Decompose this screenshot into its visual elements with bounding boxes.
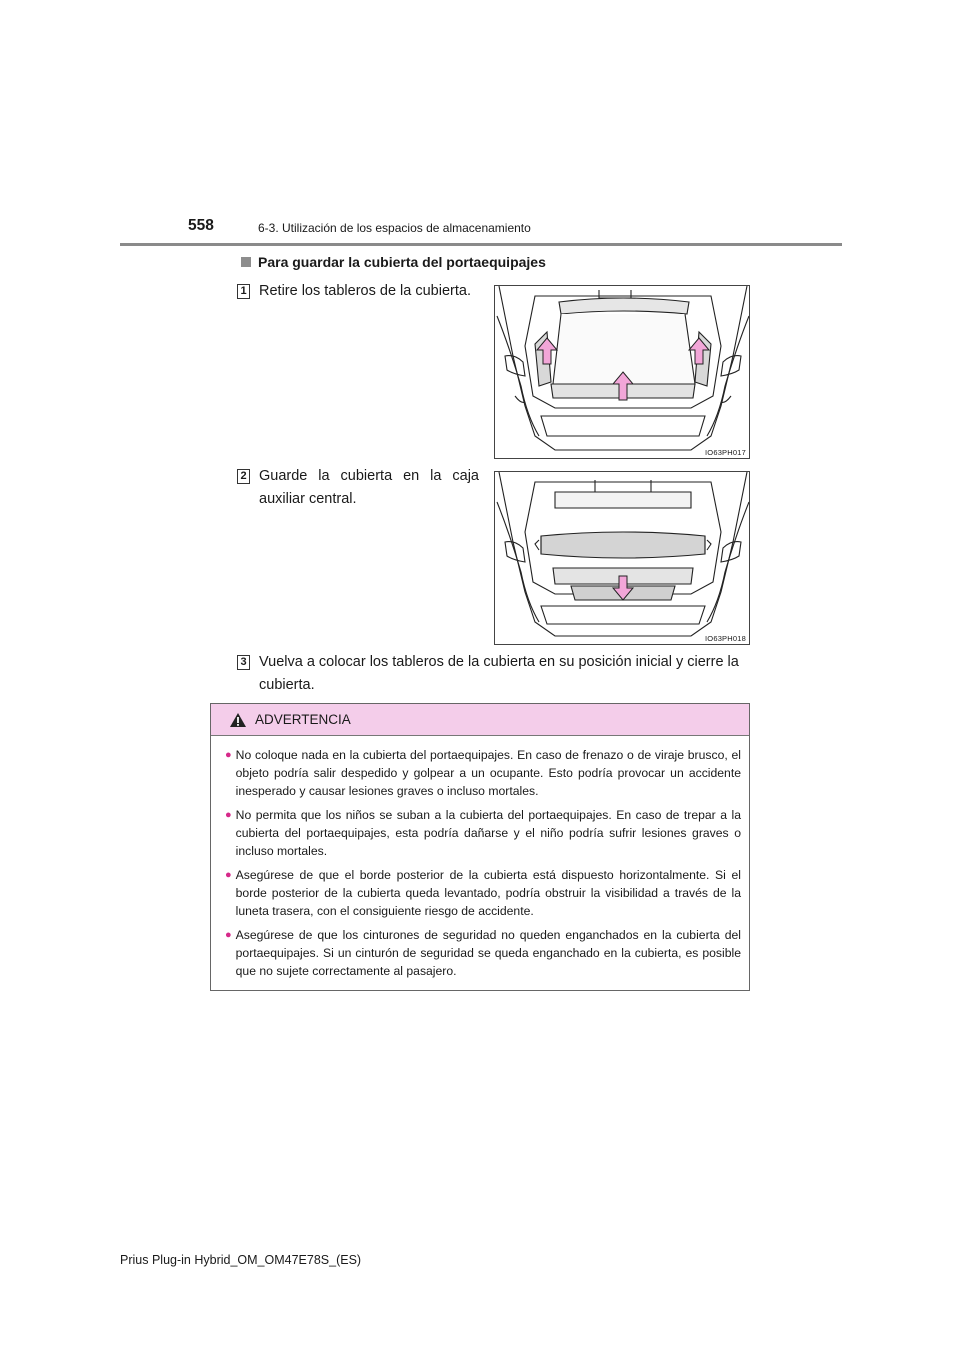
warning-list <box>211 736 749 980</box>
warning-item <box>225 746 741 800</box>
step-text-2: Guarde la cubierta en la caja auxiliar central. <box>259 468 479 507</box>
warning-header <box>211 704 749 736</box>
section-title: 6-3. Utilización de los espacios de almacenamiento <box>258 221 531 235</box>
page-number: 558 <box>188 217 214 234</box>
warning-item-text: Asegúrese de que los cinturones de seguridad no queden enganchados en la cubierta del portaequipajes. Si un cinturón de seguridad se queda enganchado en la cubierta, es posible que no sujete correctamente al pasajero. <box>235 928 741 978</box>
bullet-icon: ● <box>225 869 232 881</box>
step-number-3: 3 <box>237 655 250 670</box>
warning-item <box>225 866 741 920</box>
bullet-icon: ● <box>225 929 232 941</box>
footer-document-id: Prius Plug-in Hybrid_OM_OM47E78S_(ES) <box>120 1253 362 1267</box>
step-text-3: Vuelva a colocar los tableros de la cubierta en su posición inicial y cierre la cubierta. <box>259 654 739 693</box>
procedure-heading <box>241 254 546 270</box>
bullet-icon: ● <box>225 809 232 821</box>
warning-item <box>225 806 741 860</box>
header-rule <box>120 243 842 246</box>
bullet-icon: ● <box>225 749 232 761</box>
step-number-1: 1 <box>237 284 250 299</box>
heading-square-icon <box>241 257 251 267</box>
step-text-1: Retire los tableros de la cubierta. <box>259 283 471 299</box>
figure-remove-boards <box>494 285 750 459</box>
figure-store-cover <box>494 471 750 645</box>
figure-code-2: IO63PH018 <box>705 634 746 643</box>
step-number-2: 2 <box>237 469 250 484</box>
warning-box <box>210 703 750 991</box>
warning-item-text: No permita que los niños se suban a la cubierta del portaequipajes. En caso de trepar a la cubierta del portaequipajes, esta podría dañarse y el niño podría sufrir lesiones graves o incluso mortales. <box>235 808 741 858</box>
figure-code-1: IO63PH017 <box>705 448 746 457</box>
warning-item-text: No coloque nada en la cubierta del portaequipajes. En caso de frenazo o de viraje brusco, el objeto podría salir despedido y golpear a un ocupante. Esto podría provocar un accidente inesperado y causar lesiones graves o incluso mortales. <box>235 748 741 798</box>
heading-text: Para guardar la cubierta del portaequipajes <box>258 254 546 270</box>
warning-item <box>225 926 741 980</box>
warning-title: ADVERTENCIA <box>255 712 351 727</box>
warning-triangle-icon <box>229 712 247 728</box>
warning-item-text: Asegúrese de que el borde posterior de la cubierta está dispuesto horizontalmente. Si el borde posterior de la cubierta queda levantado, podría obstruir la visibilidad a través de la luneta trasera, con el consiguiente riesgo de accidente. <box>235 868 741 918</box>
